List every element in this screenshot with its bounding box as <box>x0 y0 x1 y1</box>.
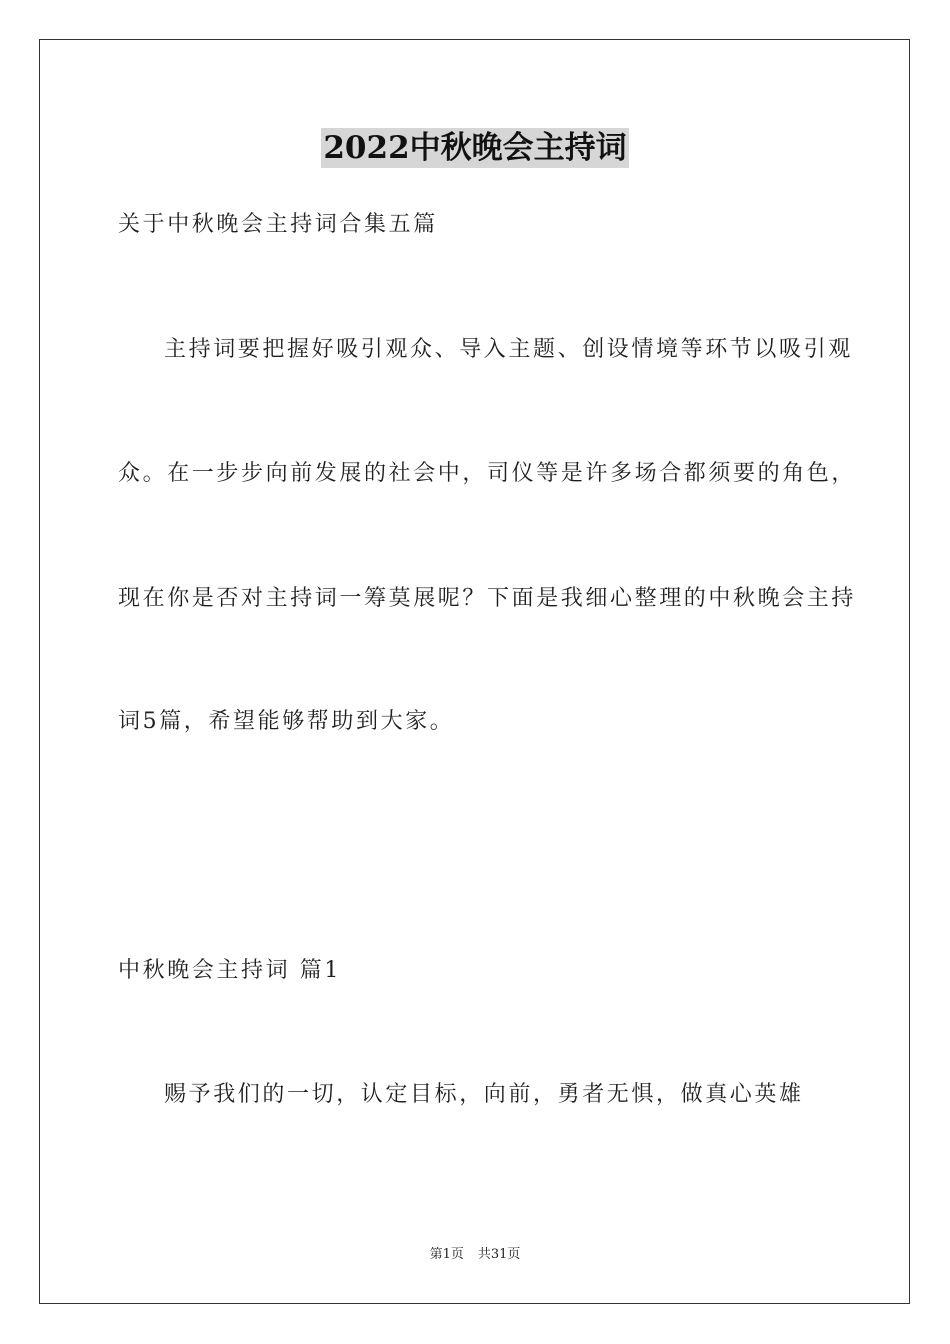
page-total: 共31页 <box>477 1247 521 1262</box>
page-current: 第1页 <box>429 1247 464 1262</box>
intro-line-3: 现在你是否对主持词一筹莫展呢？下面是我细心整理的中秋晚会主持 <box>118 586 857 611</box>
document-title: 2022中秋晚会主持词 <box>323 130 627 166</box>
intro-line-1: 主持词要把握好吸引观众、导入主题、创设情境等环节以吸引观 <box>164 337 853 362</box>
page-footer <box>0 1246 950 1264</box>
title-container <box>0 128 950 168</box>
section-line-1: 赐予我们的一切，认定目标，向前，勇者无惧，做真心英雄 <box>164 1082 804 1107</box>
intro-line-2: 众。在一步步向前发展的社会中，司仪等是许多场合都须要的角色， <box>118 461 857 486</box>
document-subtitle: 关于中秋晚会主持词合集五篇 <box>118 212 438 237</box>
intro-line-4: 词5篇，希望能够帮助到大家。 <box>118 709 455 734</box>
section-heading: 中秋晚会主持词 篇1 <box>118 958 341 983</box>
